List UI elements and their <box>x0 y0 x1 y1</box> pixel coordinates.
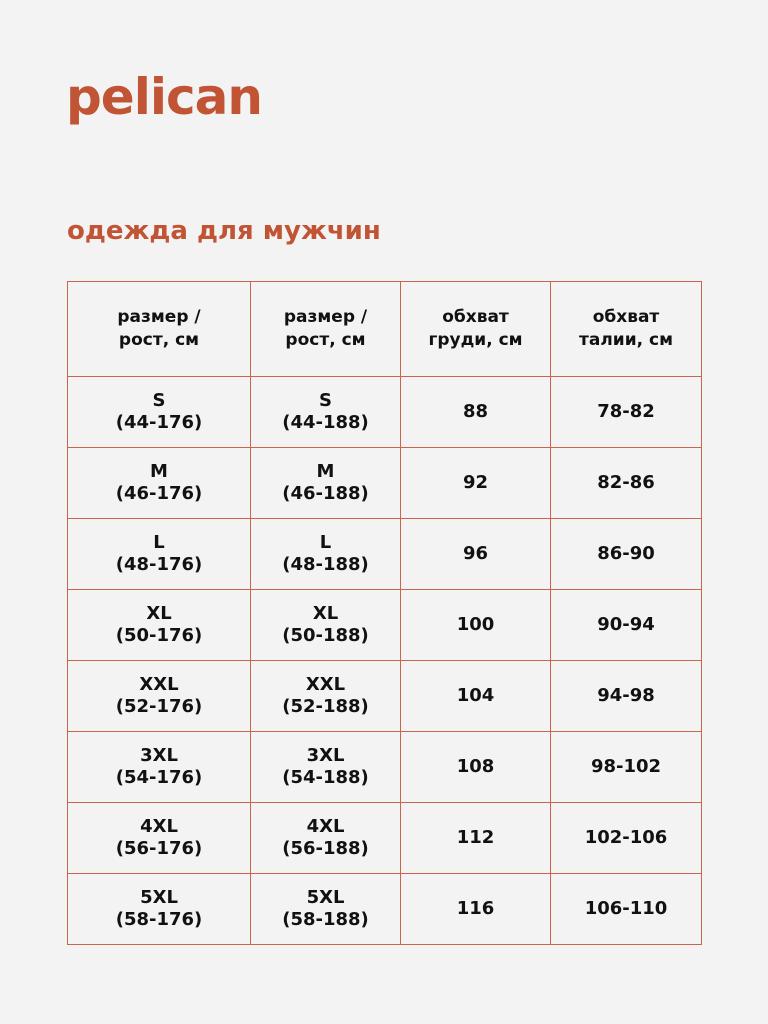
cell-chest: 88 <box>401 377 551 448</box>
cell-waist: 106-110 <box>551 874 702 945</box>
cell-size-176 <box>68 448 251 519</box>
cell-size-188 <box>251 661 401 732</box>
cell-size-188 <box>251 448 401 519</box>
cell-size-176 <box>68 874 251 945</box>
cell-chest: 104 <box>401 661 551 732</box>
size-label: 5XL <box>140 887 178 908</box>
cell-size-188 <box>251 590 401 661</box>
header-size-height-188 <box>251 282 401 377</box>
header-line: обхват <box>592 307 660 327</box>
size-range: (52-176) <box>115 696 203 717</box>
size-label: XXL <box>139 674 179 695</box>
cell-size-188 <box>251 519 401 590</box>
cell-chest: 112 <box>401 803 551 874</box>
table-row <box>68 803 702 874</box>
cell-waist: 102-106 <box>551 803 702 874</box>
table-row <box>68 519 702 590</box>
table-header-row <box>68 282 702 377</box>
cell-size-176 <box>68 590 251 661</box>
cell-size-188 <box>251 377 401 448</box>
size-chart-table <box>67 281 702 945</box>
size-label: 5XL <box>306 887 345 908</box>
table-row <box>68 732 702 803</box>
size-range: (54-176) <box>115 767 203 788</box>
size-label: 3XL <box>306 745 345 766</box>
size-range: (58-176) <box>115 909 203 930</box>
size-range: (44-176) <box>115 412 203 433</box>
size-range: (46-188) <box>282 483 369 504</box>
cell-size-176 <box>68 661 251 732</box>
size-label: XL <box>146 603 172 624</box>
header-line: груди, см <box>428 330 523 350</box>
size-range: (56-188) <box>282 838 369 859</box>
size-range: (46-176) <box>115 483 203 504</box>
cell-waist: 78-82 <box>551 377 702 448</box>
cell-chest: 116 <box>401 874 551 945</box>
size-range: (54-188) <box>282 767 369 788</box>
size-range: (50-176) <box>115 625 203 646</box>
header-waist <box>551 282 702 377</box>
size-label: S <box>152 390 166 411</box>
cell-size-188 <box>251 874 401 945</box>
size-range: (44-188) <box>282 412 369 433</box>
size-label: 3XL <box>140 745 178 766</box>
header-line: талии, см <box>579 330 673 350</box>
cell-waist: 82-86 <box>551 448 702 519</box>
size-range: (56-176) <box>115 838 203 859</box>
cell-chest: 108 <box>401 732 551 803</box>
cell-size-176 <box>68 377 251 448</box>
cell-waist: 86-90 <box>551 519 702 590</box>
cell-size-188 <box>251 803 401 874</box>
page-title: одежда для мужчин <box>67 216 381 246</box>
size-label: M <box>150 461 168 482</box>
size-label: L <box>153 532 165 553</box>
pelican-logo: pelican <box>66 68 262 126</box>
table-row <box>68 874 702 945</box>
size-label: L <box>319 532 332 553</box>
table-row <box>68 377 702 448</box>
cell-chest: 96 <box>401 519 551 590</box>
size-range: (58-188) <box>282 909 369 930</box>
header-line: обхват <box>442 307 509 327</box>
size-label: S <box>319 390 332 411</box>
table-row <box>68 661 702 732</box>
table-row <box>68 448 702 519</box>
cell-waist: 90-94 <box>551 590 702 661</box>
size-range: (48-188) <box>282 554 369 575</box>
size-range: (52-188) <box>282 696 369 717</box>
header-line: размер / <box>283 307 368 327</box>
header-line: размер / <box>117 307 201 327</box>
size-label: XXL <box>305 674 346 695</box>
cell-chest: 100 <box>401 590 551 661</box>
size-range: (50-188) <box>282 625 369 646</box>
table-row <box>68 590 702 661</box>
size-label: 4XL <box>306 816 345 837</box>
header-chest <box>401 282 551 377</box>
size-label: XL <box>312 603 339 624</box>
cell-size-176 <box>68 519 251 590</box>
size-label: 4XL <box>140 816 178 837</box>
cell-waist: 94-98 <box>551 661 702 732</box>
cell-waist: 98-102 <box>551 732 702 803</box>
cell-size-176 <box>68 803 251 874</box>
size-range: (48-176) <box>115 554 203 575</box>
cell-size-176 <box>68 732 251 803</box>
size-label: M <box>316 461 335 482</box>
cell-size-188 <box>251 732 401 803</box>
header-size-height-176 <box>68 282 251 377</box>
header-line: рост, см <box>285 330 366 350</box>
cell-chest: 92 <box>401 448 551 519</box>
header-line: рост, см <box>118 330 200 350</box>
